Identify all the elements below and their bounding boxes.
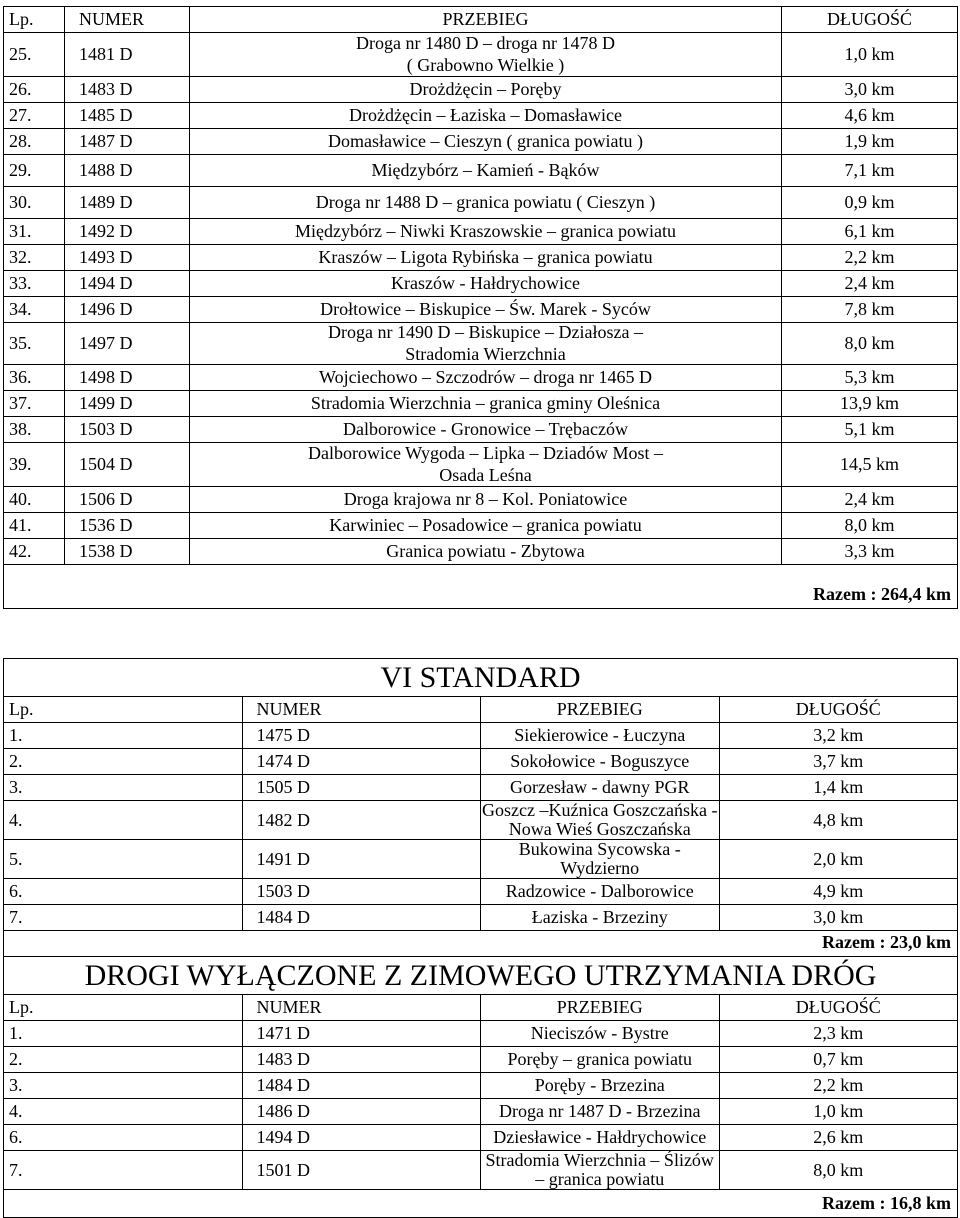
row-przebieg	[481, 905, 720, 931]
table-row	[4, 297, 958, 323]
row-lp: 4.	[4, 1099, 243, 1125]
table-row	[4, 1073, 958, 1099]
header-lp: Lp.	[4, 697, 243, 723]
row-przebieg	[190, 103, 782, 129]
row-przebieg	[481, 1151, 720, 1190]
row-numer: 1499 D	[65, 391, 190, 417]
row-numer: 1493 D	[65, 245, 190, 271]
table-row	[4, 417, 958, 443]
table-row	[4, 1047, 958, 1073]
row-dlugosc: 1,0 km	[782, 33, 958, 77]
route-text-line2: ( Grabowno Wielkie )	[406, 55, 565, 75]
row-numer: 1503 D	[65, 417, 190, 443]
total-value: Razem : 16,8 km	[4, 1190, 958, 1218]
table-row	[4, 539, 958, 565]
row-dlugosc: 2,2 km	[719, 1073, 958, 1099]
row-dlugosc: 2,3 km	[719, 1021, 958, 1047]
table-row	[4, 103, 958, 129]
header-dlugosc: DŁUGOŚĆ	[719, 995, 958, 1021]
row-dlugosc: 3,7 km	[719, 749, 958, 775]
row-lp: 27.	[4, 103, 65, 129]
row-przebieg	[190, 33, 782, 77]
row-przebieg	[481, 749, 720, 775]
row-przebieg	[481, 879, 720, 905]
row-lp: 26.	[4, 77, 65, 103]
header-lp: Lp.	[4, 995, 243, 1021]
route-text: Międzybórz – Kamień - Bąków	[371, 160, 600, 180]
row-lp: 33.	[4, 271, 65, 297]
row-lp: 42.	[4, 539, 65, 565]
row-dlugosc: 8,0 km	[782, 513, 958, 539]
row-lp: 35.	[4, 323, 65, 365]
section-title-row	[4, 957, 958, 995]
row-lp: 37.	[4, 391, 65, 417]
row-lp: 28.	[4, 129, 65, 155]
route-text: Droga krajowa nr 8 – Kol. Poniatowice	[343, 489, 628, 509]
row-przebieg	[190, 443, 782, 487]
row-przebieg	[190, 77, 782, 103]
row-dlugosc: 0,9 km	[782, 187, 958, 219]
row-lp: 2.	[4, 749, 243, 775]
table-row	[4, 219, 958, 245]
header-przebieg: PRZEBIEG	[481, 697, 720, 723]
route-text: Poręby – granica powiatu	[507, 1049, 692, 1069]
header-przebieg: PRZEBIEG	[481, 995, 720, 1021]
row-dlugosc: 2,6 km	[719, 1125, 958, 1151]
row-numer: 1536 D	[65, 513, 190, 539]
route-text: Droga nr 1480 D – droga nr 1478 D	[356, 33, 615, 53]
row-lp: 4.	[4, 801, 243, 840]
row-przebieg	[190, 513, 782, 539]
row-lp: 6.	[4, 879, 243, 905]
row-lp: 1.	[4, 723, 243, 749]
table-row	[4, 271, 958, 297]
row-przebieg	[481, 840, 720, 879]
row-lp: 32.	[4, 245, 65, 271]
roads-table-continued	[3, 6, 958, 609]
row-numer: 1485 D	[65, 103, 190, 129]
row-lp: 30.	[4, 187, 65, 219]
row-lp: 3.	[4, 1073, 243, 1099]
row-numer: 1494 D	[242, 1125, 481, 1151]
row-przebieg	[481, 775, 720, 801]
row-numer: 1489 D	[65, 187, 190, 219]
row-numer: 1497 D	[65, 323, 190, 365]
table-row	[4, 1151, 958, 1190]
route-text: Radzowice - Dalborowice	[505, 881, 694, 901]
row-dlugosc: 2,2 km	[782, 245, 958, 271]
table-row	[4, 879, 958, 905]
row-dlugosc: 14,5 km	[782, 443, 958, 487]
row-numer: 1501 D	[242, 1151, 481, 1190]
row-przebieg	[481, 1073, 720, 1099]
route-text: Droga nr 1487 D - Brzezina	[499, 1101, 701, 1121]
total-value: Razem : 264,4 km	[4, 565, 958, 609]
table-row	[4, 443, 958, 487]
table-row	[4, 33, 958, 77]
route-text-line2: Osada Leśna	[439, 465, 532, 485]
route-text: Drożdżęcin – Poręby	[409, 79, 562, 99]
table-row	[4, 840, 958, 879]
row-dlugosc: 2,0 km	[719, 840, 958, 879]
route-text: Stradomia Wierzchnia – Ślizów – granica powiatu	[485, 1150, 714, 1189]
row-numer: 1484 D	[242, 1073, 481, 1099]
row-przebieg	[190, 245, 782, 271]
row-numer: 1503 D	[242, 879, 481, 905]
route-text: Bukowina Sycowska - Wydzierno	[518, 839, 681, 878]
row-numer: 1471 D	[242, 1021, 481, 1047]
row-dlugosc: 4,6 km	[782, 103, 958, 129]
row-lp: 7.	[4, 905, 243, 931]
table-row	[4, 749, 958, 775]
route-text: Łaziska - Brzeziny	[531, 907, 668, 927]
header-row	[4, 697, 958, 723]
header-numer: NUMER	[242, 697, 481, 723]
table-row	[4, 723, 958, 749]
table-row	[4, 245, 958, 271]
table-row	[4, 905, 958, 931]
header-numer: NUMER	[65, 7, 190, 33]
table-row	[4, 487, 958, 513]
row-przebieg	[190, 365, 782, 391]
row-dlugosc: 4,9 km	[719, 879, 958, 905]
row-numer: 1494 D	[65, 271, 190, 297]
row-numer: 1504 D	[65, 443, 190, 487]
row-numer: 1492 D	[65, 219, 190, 245]
table-row	[4, 513, 958, 539]
route-text: Gorzesław - dawny PGR	[510, 777, 690, 797]
row-dlugosc: 3,3 km	[782, 539, 958, 565]
route-text: Karwiniec – Posadowice – granica powiatu	[329, 515, 642, 535]
vi-standard-table	[3, 658, 958, 957]
row-lp: 39.	[4, 443, 65, 487]
row-lp: 40.	[4, 487, 65, 513]
row-dlugosc: 5,1 km	[782, 417, 958, 443]
row-dlugosc: 2,4 km	[782, 487, 958, 513]
route-text: Dalborowice Wygoda – Lipka – Dziadów Most –	[307, 443, 663, 463]
row-lp: 36.	[4, 365, 65, 391]
route-text: Goszcz –Kuźnica Goszczańska - Nowa Wieś Goszczańska	[482, 800, 718, 839]
row-numer: 1491 D	[242, 840, 481, 879]
route-text: Stradomia Wierzchnia – granica gminy Oleśnica	[310, 393, 661, 413]
section-title: DROGI WYŁĄCZONE Z ZIMOWEGO UTRZYMANIA DRÓG	[4, 957, 958, 995]
row-dlugosc: 7,8 km	[782, 297, 958, 323]
row-lp: 1.	[4, 1021, 243, 1047]
row-przebieg	[190, 323, 782, 365]
row-przebieg	[190, 391, 782, 417]
row-przebieg	[190, 539, 782, 565]
route-text: Droga nr 1490 D – Biskupice – Działosza –	[328, 322, 643, 342]
row-dlugosc: 13,9 km	[782, 391, 958, 417]
route-text: Sokołowice - Boguszyce	[510, 751, 690, 771]
header-lp: Lp.	[4, 7, 65, 33]
row-dlugosc: 1,0 km	[719, 1099, 958, 1125]
row-dlugosc: 8,0 km	[719, 1151, 958, 1190]
section-title-row	[4, 659, 958, 697]
row-przebieg	[190, 219, 782, 245]
table-row	[4, 1125, 958, 1151]
row-przebieg	[481, 801, 720, 840]
header-row	[4, 995, 958, 1021]
row-lp: 34.	[4, 297, 65, 323]
row-numer: 1496 D	[65, 297, 190, 323]
row-dlugosc: 0,7 km	[719, 1047, 958, 1073]
row-przebieg	[190, 271, 782, 297]
row-przebieg	[190, 155, 782, 187]
row-dlugosc: 8,0 km	[782, 323, 958, 365]
route-text: Dalborowice - Gronowice – Trębaczów	[343, 419, 628, 439]
row-dlugosc: 3,0 km	[719, 905, 958, 931]
row-przebieg	[481, 1125, 720, 1151]
total-value: Razem : 23,0 km	[4, 931, 958, 957]
row-lp: 7.	[4, 1151, 243, 1190]
row-numer: 1474 D	[242, 749, 481, 775]
row-przebieg	[190, 487, 782, 513]
route-text: Droga nr 1488 D – granica powiatu ( Cieszyn )	[315, 192, 656, 212]
row-numer: 1475 D	[242, 723, 481, 749]
section-title: VI STANDARD	[4, 659, 958, 697]
row-numer: 1481 D	[65, 33, 190, 77]
row-lp: 2.	[4, 1047, 243, 1073]
row-przebieg	[481, 1047, 720, 1073]
row-lp: 6.	[4, 1125, 243, 1151]
header-row	[4, 7, 958, 33]
row-numer: 1482 D	[242, 801, 481, 840]
route-text: Kraszów – Ligota Rybińska – granica powiatu	[318, 247, 653, 267]
header-dlugosc: DŁUGOŚĆ	[719, 697, 958, 723]
table-row	[4, 391, 958, 417]
row-przebieg	[190, 187, 782, 219]
row-lp: 41.	[4, 513, 65, 539]
row-numer: 1498 D	[65, 365, 190, 391]
route-text: Domasławice – Cieszyn ( granica powiatu )	[328, 131, 643, 151]
table-row	[4, 187, 958, 219]
row-lp: 31.	[4, 219, 65, 245]
table-row	[4, 801, 958, 840]
total-row	[4, 931, 958, 957]
route-text: Dziesławice - Hałdrychowice	[493, 1127, 707, 1147]
row-przebieg	[190, 417, 782, 443]
route-text: Międzybórz – Niwki Kraszowskie – granica powiatu	[295, 221, 676, 241]
row-numer: 1506 D	[65, 487, 190, 513]
excluded-roads-table	[3, 956, 958, 1218]
table-row	[4, 365, 958, 391]
row-dlugosc: 5,3 km	[782, 365, 958, 391]
table-row	[4, 323, 958, 365]
row-dlugosc: 6,1 km	[782, 219, 958, 245]
row-lp: 25.	[4, 33, 65, 77]
row-numer: 1483 D	[242, 1047, 481, 1073]
row-dlugosc: 4,8 km	[719, 801, 958, 840]
route-text: Kraszów - Hałdrychowice	[391, 273, 580, 293]
row-dlugosc: 3,2 km	[719, 723, 958, 749]
route-text: Nieciszów - Bystre	[530, 1023, 669, 1043]
row-numer: 1505 D	[242, 775, 481, 801]
route-text: Drołtowice – Biskupice – Św. Marek - Syców	[320, 299, 651, 319]
total-row	[4, 1190, 958, 1218]
table-row	[4, 155, 958, 187]
row-dlugosc: 1,9 km	[782, 129, 958, 155]
table-row	[4, 1099, 958, 1125]
row-przebieg	[190, 297, 782, 323]
header-dlugosc: DŁUGOŚĆ	[782, 7, 958, 33]
row-przebieg	[481, 1021, 720, 1047]
row-dlugosc: 2,4 km	[782, 271, 958, 297]
route-text: Poręby - Brzezina	[534, 1075, 665, 1095]
row-numer: 1484 D	[242, 905, 481, 931]
total-row	[4, 565, 958, 609]
row-lp: 29.	[4, 155, 65, 187]
route-text: Wojciechowo – Szczodrów – droga nr 1465 D	[319, 367, 652, 387]
row-lp: 38.	[4, 417, 65, 443]
row-numer: 1538 D	[65, 539, 190, 565]
row-dlugosc: 7,1 km	[782, 155, 958, 187]
row-przebieg	[481, 1099, 720, 1125]
row-numer: 1488 D	[65, 155, 190, 187]
row-lp: 5.	[4, 840, 243, 879]
route-text-line2: Stradomia Wierzchnia	[405, 344, 566, 364]
row-numer: 1486 D	[242, 1099, 481, 1125]
table-row	[4, 775, 958, 801]
table-row	[4, 129, 958, 155]
route-text: Granica powiatu - Zbytowa	[386, 541, 585, 561]
header-przebieg: PRZEBIEG	[190, 7, 782, 33]
row-dlugosc: 1,4 km	[719, 775, 958, 801]
route-text: Siekierowice - Łuczyna	[514, 725, 686, 745]
header-numer: NUMER	[242, 995, 481, 1021]
row-przebieg	[481, 723, 720, 749]
row-numer: 1487 D	[65, 129, 190, 155]
row-numer: 1483 D	[65, 77, 190, 103]
table-row	[4, 1021, 958, 1047]
route-text: Drożdżęcin – Łaziska – Domasławice	[349, 105, 622, 125]
row-dlugosc: 3,0 km	[782, 77, 958, 103]
table-row	[4, 77, 958, 103]
row-przebieg	[190, 129, 782, 155]
row-lp: 3.	[4, 775, 243, 801]
